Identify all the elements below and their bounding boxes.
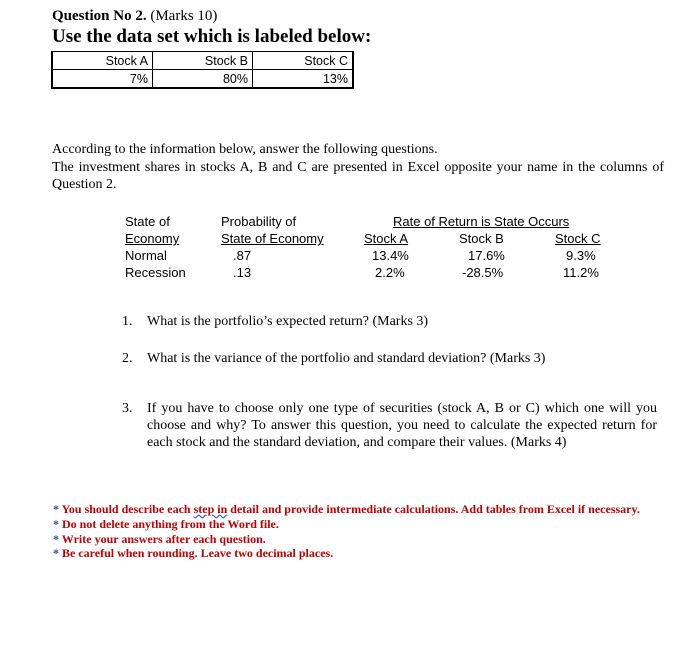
bullet-star-icon: * [53,546,59,560]
row-stock-b: -28.5% [462,265,504,280]
weights-header-cell: Stock C [253,52,354,70]
row-stock-c: 11.2% [563,265,599,280]
weights-value-cell: 7% [52,70,153,89]
bullet-star-icon: * [53,532,59,546]
bullet-star-icon: * [53,502,59,516]
header-stock-c: Stock C [555,231,601,246]
header-prob-1: Probability of [221,214,297,229]
note-3-text: Write your answers after each question. [61,532,266,546]
note-1 [53,502,640,517]
note-2 [53,517,279,532]
row-stock-b: 17.6% [468,248,505,263]
weights-table [51,51,354,89]
question-heading [52,8,217,25]
intro-line: According to the information below, answer the following questions. [52,142,438,157]
row-state: Recession [125,265,186,280]
weights-header-cell: Stock B [153,52,253,70]
header-stock-a: Stock A [364,231,409,246]
row-stock-a: 13.4% [372,248,409,263]
header-state-1: State of [125,214,170,229]
question-marks: (Marks 10) [150,8,218,24]
header-state-2: Economy [125,231,180,246]
note-4-text: Be careful when rounding. Leave two decimal places. [62,546,334,560]
note-4 [53,546,333,561]
weights-value-cell: 13% [253,70,354,89]
question-text-2: What is the variance of the portfolio and standard deviation? (Marks 3) [147,351,546,366]
question-number-1: 1. [122,314,133,329]
instruction: Use the data set which is labeled below: [52,26,372,47]
header-stock-b: Stock B [459,231,504,246]
row-prob: .13 [233,265,252,280]
weights-header-row [52,52,353,70]
weights-header-cell: Stock A [52,52,153,70]
question-number-2: 2. [122,351,133,366]
weights-value-cell: 80% [153,70,253,89]
row-state: Normal [125,248,167,263]
note-1-part-a: You should describe each [61,502,194,516]
row-prob: .87 [233,248,252,263]
header-rate-of-return: Rate of Return is State Occurs [393,214,570,229]
row-stock-c: 9.3% [566,248,596,263]
bullet-star-icon: * [53,517,59,531]
weights-value-row [52,70,353,89]
row-stock-a: 2.2% [375,265,405,280]
note-1-part-c: detail and provide intermediate calculations. Add tables from Excel if necessary. [227,502,640,516]
question-text-3: If you have to choose only one type of securities (stock A, B or C) which one will you choose and why? To answer this question, you need to calculate the expected return for each stock and the standard deviation, and compare their values. (Marks 4) [147,401,657,450]
header-prob-2: State of Economy [221,231,324,246]
state-of-economy-table [125,214,615,289]
note-1-part-b: step in [193,502,228,516]
question-number-3: 3. [122,401,133,416]
question-text-1: What is the portfolio’s expected return? (Marks 3) [147,314,429,329]
question-number: Question No 2. [52,8,147,24]
note-3 [53,532,266,547]
note-2-text: Do not delete anything from the Word file. [62,517,279,531]
intro-paragraph: The investment shares in stocks A, B and C are presented in Excel opposite your name in the columns of Question 2. [52,160,664,192]
